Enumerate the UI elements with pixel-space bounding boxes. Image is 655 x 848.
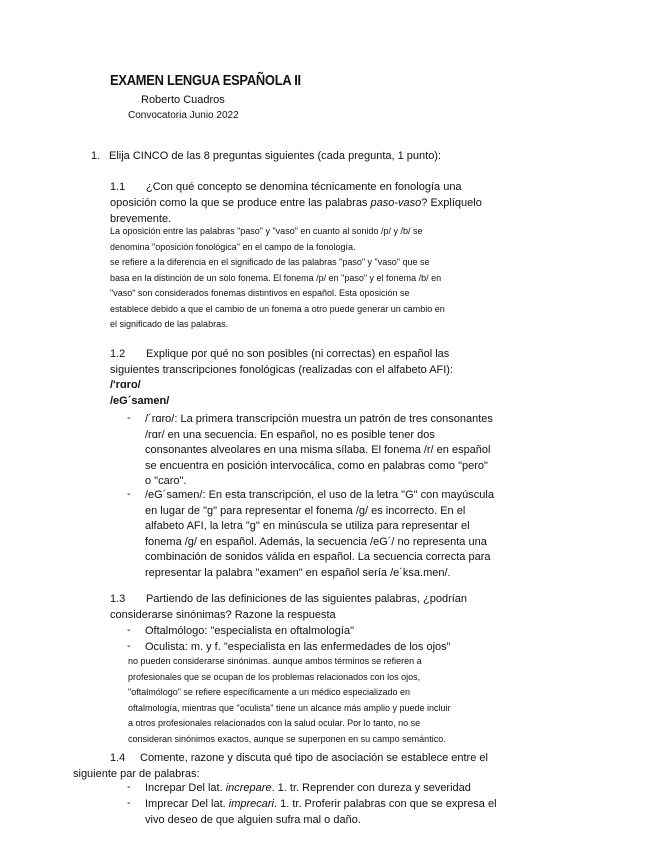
bullet-line: /eG´samen/: En esta transcripción, el uso de la letra "G" con mayúscula <box>145 489 494 501</box>
definition-text: . 1. tr. Reprender con dureza y severidad <box>271 782 471 794</box>
answer-line: "vaso" son considerados fonemas distintivos en español. Esta oposición se <box>110 288 410 298</box>
answer-1-1 <box>110 224 540 333</box>
definition-imprecar <box>145 797 535 828</box>
question-1-2-line: Explique por qué no son posibles (ni correctas) en español las <box>146 348 450 360</box>
transcription-1: /'rɑro/ <box>110 379 141 391</box>
answer-line: no pueden considerarse sinónimas. aunque ambos términos se refieren a <box>128 656 422 666</box>
bullet-line: alfabeto AFI, la letra "g" en minúscula se utiliza para representar el <box>145 520 470 532</box>
question-1-4 <box>110 750 530 766</box>
answer-line: basa en la distinción de un solo fonema. El fonema /p/ en "paso" y el fonema /b/ en <box>110 272 442 283</box>
answer-line: el significado de las palabras. <box>110 319 229 329</box>
answer-line: se refiere a la diferencia en el significado de las palabras "paso" y "vaso" que se <box>110 257 430 267</box>
latin-etymon: increpare <box>225 782 272 794</box>
bullet-line: consonantes alveolares en una misma sílaba. El fonema /r/ en español <box>145 444 491 456</box>
definition-text: Imprecar Del lat. <box>145 798 229 810</box>
bullet-dash: - <box>127 781 131 793</box>
definition-text: Increpar Del lat. <box>145 782 226 794</box>
question-1-1-line: ¿Con qué concepto se denomina técnicamente en fonología una <box>146 181 462 193</box>
question-1-2 <box>110 346 530 378</box>
question-1-3 <box>110 591 530 623</box>
definition-text: vivo deseo de que alguien sufra mal o daño. <box>145 813 361 826</box>
answer-line: a otros profesionales relacionados con la salud ocular. Por lo tanto, no se <box>128 718 421 728</box>
question-1-2-line: siguientes transcripciones fonológicas (realizadas con el alfabeto AFI): <box>110 364 454 376</box>
bullet-line: se encuentra en posición intervocálica, como en palabras como "pero" <box>145 459 488 472</box>
bullet-line: combinación de sonidos válida en español. La secuencia correcta para <box>145 551 491 563</box>
answer-line: establece debido a que el cambio de un fonema a otro puede generar un cambio en <box>110 303 445 314</box>
bullet-1-2-b <box>145 488 535 581</box>
bullet-line: o "caro". <box>145 475 187 487</box>
question-1-3-line: considerarse sinónimas? Razone la respuesta <box>110 609 336 621</box>
bullet-line: en lugar de "g" para representar el fonema /g/ es incorrecto. En el <box>145 504 466 517</box>
bullet-line: /´rɑro/: La primera transcripción muestra un patrón de tres consonantes <box>145 413 493 425</box>
bullet-dash: - <box>127 412 131 424</box>
question-1-4-line: Comente, razone y discuta qué tipo de asociación se establece entre el <box>140 752 488 764</box>
definition-oculista: Oculista: m. y f. "especialista en las enfermedades de los ojos" <box>145 641 451 653</box>
question-1-text: Elija CINCO de las 8 preguntas siguientes (cada pregunta, 1 punto): <box>109 150 442 162</box>
question-1-3-line: Partiendo de las definiciones de las siguientes palabras, ¿podrían <box>146 593 468 605</box>
question-1-4-number: 1.4 <box>110 752 126 764</box>
question-1-1-emphasis: paso-vaso <box>370 197 422 209</box>
question-1-number: 1. <box>91 150 101 162</box>
question-1-2-number: 1.2 <box>110 348 126 360</box>
definition-text: . 1. tr. Proferir palabras con que se expresa el <box>273 798 497 810</box>
bullet-line: /rɑr/ en una secuencia. En español, no es posible tener dos <box>145 428 435 441</box>
latin-etymon: imprecari <box>228 798 274 810</box>
definition-oftalmologo: Oftalmólogo: "especialista en oftalmología" <box>145 625 354 637</box>
answer-line: oftalmología, mientras que "oculista" tiene un alcance más amplio y puede incluir <box>128 702 451 713</box>
definition-increpar <box>145 781 471 797</box>
author-name: Roberto Cuadros <box>141 94 225 106</box>
bullet-line: representar la palabra "examen" en español sería /e´ksa.men/. <box>145 566 451 579</box>
bullet-dash: - <box>127 624 131 636</box>
answer-1-3 <box>128 654 528 747</box>
bullet-dash: - <box>127 797 131 809</box>
bullet-line: fonema /g/ en español. Además, la secuencia /eG´/ no representa una <box>145 535 487 548</box>
question-1-3-number: 1.3 <box>110 593 126 605</box>
bullet-dash: - <box>127 488 131 500</box>
question-1-1-line: oposición como la que se produce entre las palabras <box>110 197 371 209</box>
transcription-2: /eG´samen/ <box>110 395 170 407</box>
bullet-1-2-a <box>145 412 535 490</box>
question-1-4-line: siguiente par de palabras: <box>73 768 200 780</box>
question-1-1 <box>110 179 530 227</box>
answer-line: consideran sinónimos exactos, aunque se superponen en su campo semántico. <box>128 733 446 744</box>
exam-session: Convocatoria Junio 2022 <box>128 110 239 121</box>
question-1 <box>91 150 441 162</box>
answer-line: "oftalmólogo" se refiere específicamente a un médico especializado en <box>128 687 411 697</box>
bullet-dash: - <box>127 640 131 652</box>
question-1-1-line: ? Explíquelo <box>421 197 482 209</box>
answer-line: La oposición entre las palabras "paso" y "vaso" en cuanto al sonido /p/ y /b/ se <box>110 226 423 236</box>
answer-line: denomina "oposición fonológica" en el campo de la fonología. <box>110 241 356 252</box>
answer-line: profesionales que se ocupan de los problemas relacionados con los ojos, <box>128 671 421 682</box>
exam-title: EXAMEN LENGUA ESPAÑOLA II <box>110 72 301 89</box>
question-1-1-line: brevemente. <box>110 213 172 225</box>
question-1-1-number: 1.1 <box>110 181 126 193</box>
